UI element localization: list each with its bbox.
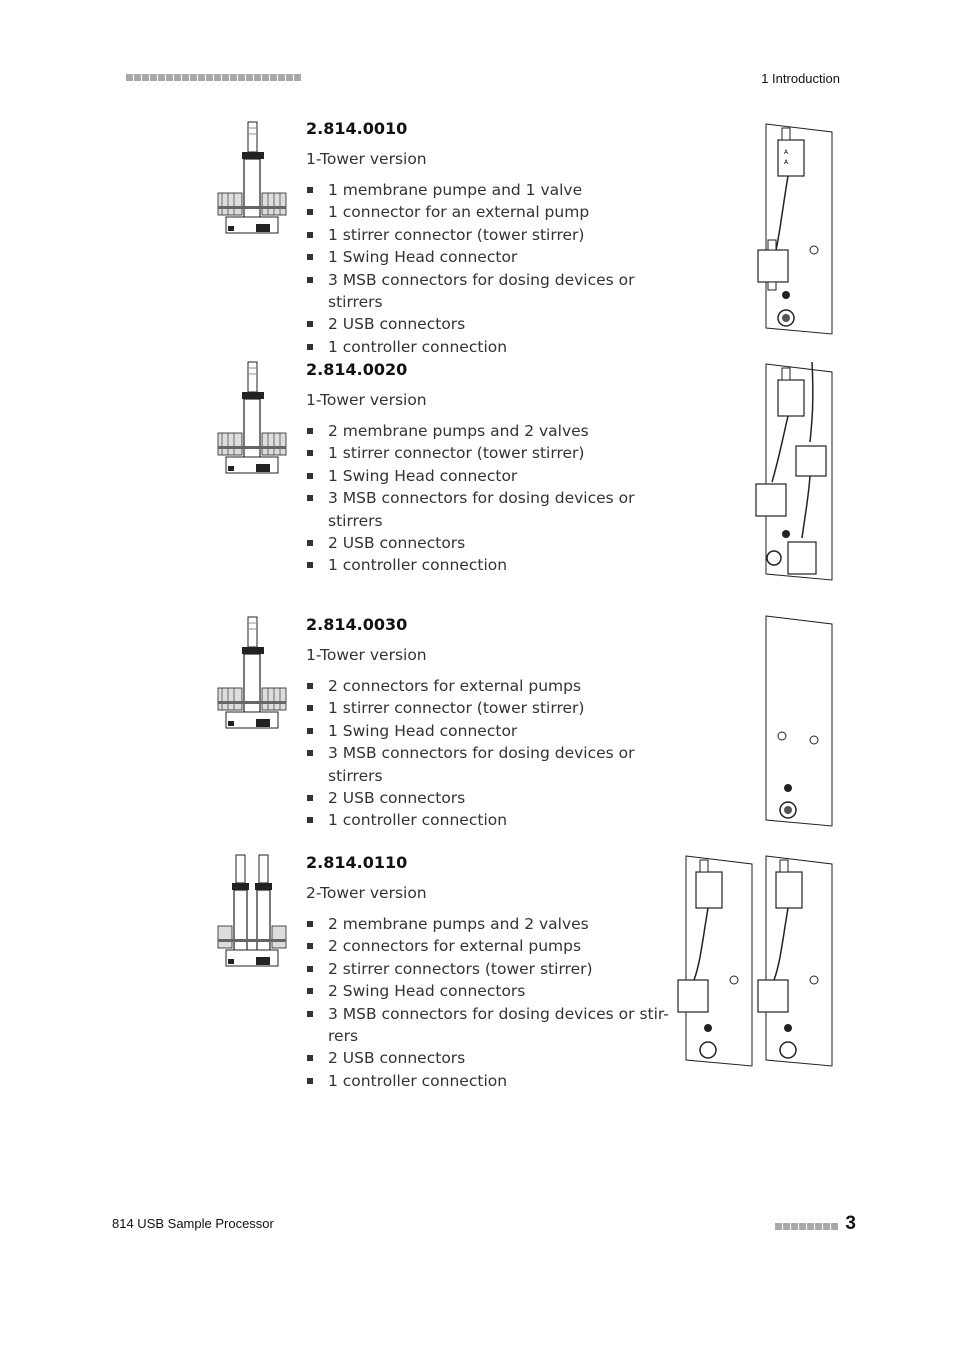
feature-list [306, 675, 686, 832]
list-item: 1 stirrer connector (tower stirrer) [306, 224, 686, 246]
version-label: 1-Tower version [306, 646, 427, 664]
list-item: 1 stirrer connector (tower stirrer) [306, 442, 686, 464]
svg-text:A: A [784, 159, 789, 166]
list-item: 2 connectors for external pumps [306, 675, 686, 697]
list-item: 3 MSB connectors for dosing devices or stirrers [306, 742, 686, 787]
list-item: 1 controller connection [306, 809, 686, 831]
section-2-814-0030 [306, 615, 686, 832]
list-item: 2 connectors for external pumps [306, 935, 686, 957]
list-item: 3 MSB connectors for dosing devices or stirrers [306, 487, 686, 532]
rear-panel-connector-icon [752, 362, 836, 584]
model-number: 2.814.0030 [306, 615, 408, 634]
rear-panel-connector-icon [752, 614, 836, 830]
tower-sample-processor-icon [216, 120, 288, 236]
list-item: 1 Swing Head connector [306, 246, 686, 268]
list-item: 1 stirrer connector (tower stirrer) [306, 697, 686, 719]
rear-panel-connector-icon [674, 854, 758, 1070]
feature-list [306, 913, 686, 1092]
section-2-814-0020 [306, 360, 686, 577]
list-item: 1 controller connection [306, 554, 686, 576]
list-item: 2 USB connectors [306, 1047, 686, 1069]
list-item: 3 MSB connectors for dosing devices or stirrers [306, 269, 686, 314]
list-item: 1 Swing Head connector [306, 720, 686, 742]
chapter-title: 1 Introduction [761, 71, 840, 86]
list-item: 1 membrane pumpe and 1 valve [306, 179, 686, 201]
version-label: 1-Tower version [306, 391, 427, 409]
list-item: 2 USB connectors [306, 787, 686, 809]
section-2-814-0110 [306, 853, 686, 1092]
list-item: 2 USB connectors [306, 532, 686, 554]
list-item: 2 Swing Head connectors [306, 980, 686, 1002]
page-number: 3 [845, 1213, 856, 1234]
list-item: rers [328, 1027, 359, 1046]
list-item: 1 connector for an external pump [306, 201, 686, 223]
list-item: 1 controller connection [306, 336, 686, 358]
list-item: 2 membrane pumps and 2 valves [306, 420, 686, 442]
list-item: 2 membrane pumps and 2 valves [306, 913, 686, 935]
version-label: 2-Tower version [306, 884, 427, 902]
list-item: 3 MSB connectors for dosing devices or stir- [306, 1003, 686, 1025]
svg-text:A: A [784, 149, 789, 156]
footer-product-name: 814 USB Sample Processor [112, 1216, 274, 1231]
model-number: 2.814.0020 [306, 360, 408, 379]
section-2-814-0010 [306, 119, 686, 358]
rear-panel-connector-icon [752, 854, 836, 1070]
list-item: 2 stirrer connectors (tower stirrer) [306, 958, 686, 980]
model-number: 2.814.0010 [306, 119, 408, 138]
list-item: 2 USB connectors [306, 313, 686, 335]
tower-sample-processor-icon [216, 853, 288, 969]
model-number: 2.814.0110 [306, 853, 408, 872]
footer-page [775, 1213, 856, 1235]
list-item: 1 controller connection [306, 1070, 686, 1092]
feature-list [306, 179, 686, 358]
header-decoration [126, 74, 302, 84]
list-item: 1 Swing Head connector [306, 465, 686, 487]
tower-sample-processor-icon [216, 615, 288, 731]
rear-panel-connector-icon [752, 122, 836, 338]
footer-decoration [775, 1215, 839, 1234]
feature-list [306, 420, 686, 577]
version-label: 1-Tower version [306, 150, 427, 168]
tower-sample-processor-icon [216, 360, 288, 476]
